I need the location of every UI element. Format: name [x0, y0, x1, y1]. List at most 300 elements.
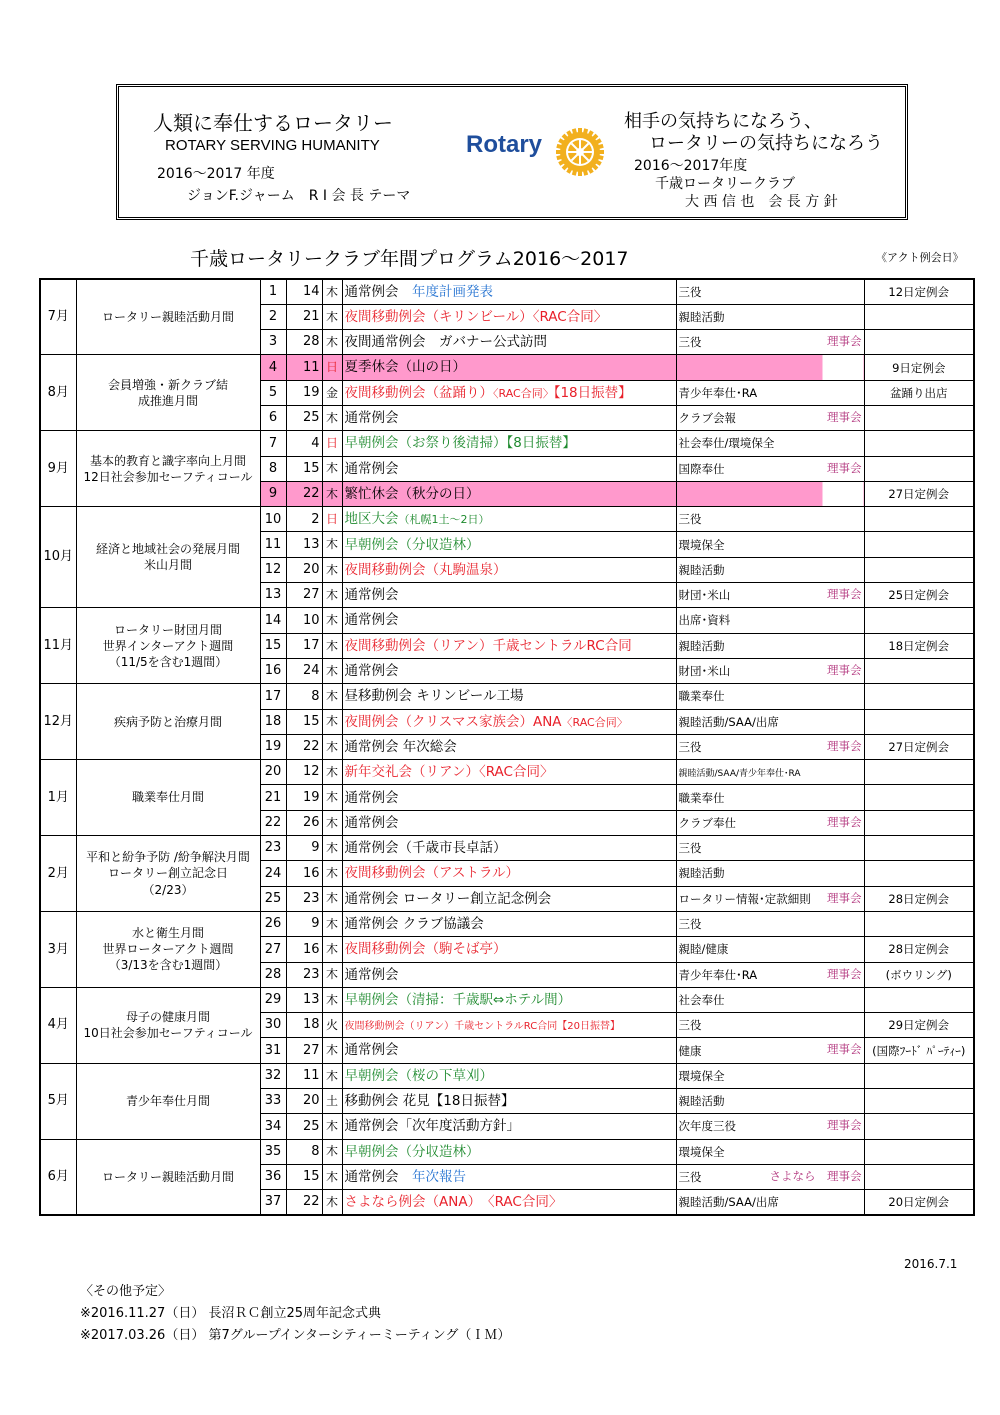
- meeting-event: [342, 583, 676, 608]
- meeting-weekday: 木: [322, 709, 342, 734]
- board-meeting-label: 理事会: [827, 966, 862, 981]
- meeting-event: [342, 1114, 676, 1139]
- act-meeting-cell: [864, 456, 974, 481]
- meeting-event: [342, 507, 676, 532]
- responsible-committee: [676, 937, 864, 962]
- act-meeting-cell: [864, 785, 974, 810]
- meeting-date: 27: [286, 1038, 322, 1063]
- committee-text: 親睦活動: [678, 562, 725, 577]
- header-right-club: 千歳ロータリークラブ: [655, 176, 795, 192]
- month-theme-line: 疾病予防と治療月間: [113, 714, 222, 729]
- month-theme-line: 水と衛生月間: [131, 926, 204, 941]
- meeting-date: 20: [286, 1089, 322, 1114]
- act-meeting-cell: [864, 987, 974, 1012]
- meeting-date: 22: [286, 734, 322, 759]
- meeting-date: 11: [286, 1063, 322, 1088]
- responsible-committee: [676, 1139, 864, 1164]
- committee-text: 財団･米山: [678, 664, 731, 679]
- meeting-event: [342, 987, 676, 1012]
- schedule-row: [40, 911, 974, 936]
- committee-text: 環境保全: [678, 537, 725, 552]
- board-meeting-label: 理事会: [827, 587, 862, 602]
- act-meeting-cell: (ボウリング): [864, 962, 974, 987]
- meeting-date: 2: [286, 507, 322, 532]
- board-meeting-label: 理事会: [827, 1118, 862, 1133]
- meeting-number: 25: [260, 886, 286, 911]
- header-right-president: 大 西 信 也 会 長 方 針: [685, 194, 838, 210]
- month-cell: 12月: [40, 684, 76, 760]
- meeting-number: 34: [260, 1114, 286, 1139]
- board-meeting-label: 理事会: [827, 460, 862, 475]
- meeting-event: [342, 1013, 676, 1038]
- responsible-committee: [676, 760, 864, 785]
- event-text: 早朝例会（分収造林）: [344, 1143, 480, 1160]
- month-cell: 10月: [40, 507, 76, 608]
- meeting-weekday: 木: [322, 304, 342, 329]
- meeting-weekday: 木: [322, 886, 342, 911]
- meeting-weekday: 木: [322, 633, 342, 658]
- act-meeting-cell: 27日定例会: [864, 734, 974, 759]
- committee-text: 親睦活動: [678, 866, 725, 881]
- meeting-date: 28: [286, 330, 322, 355]
- responsible-committee: [676, 861, 864, 886]
- meeting-date: 14: [286, 279, 322, 304]
- act-meeting-cell: 20日定例会: [864, 1190, 974, 1215]
- meeting-number: 22: [260, 810, 286, 835]
- meeting-number: 13: [260, 583, 286, 608]
- act-meeting-cell: [864, 608, 974, 633]
- meeting-weekday: 木: [322, 810, 342, 835]
- committee-text: 社会奉仕/環境保全: [678, 436, 775, 451]
- event-text: 繁忙休会（秋分の日）: [344, 485, 480, 502]
- meeting-number: 10: [260, 507, 286, 532]
- meeting-weekday: 日: [322, 431, 342, 456]
- month-theme-cell: [76, 760, 260, 836]
- meeting-event: [342, 405, 676, 430]
- act-meeting-cell: 18日定例会: [864, 633, 974, 658]
- meeting-weekday: 木: [322, 962, 342, 987]
- act-meeting-cell: 27日定例会: [864, 481, 974, 506]
- document-title: 千歳ロータリークラブ年間プログラム2016～2017: [190, 248, 629, 270]
- meeting-number: 17: [260, 684, 286, 709]
- schedule-row: [40, 1063, 974, 1088]
- responsible-committee: [676, 1164, 864, 1189]
- meeting-weekday: 木: [322, 734, 342, 759]
- committee-text: 親睦/健康: [678, 942, 729, 957]
- schedule-row: [40, 684, 974, 709]
- meeting-number: 26: [260, 911, 286, 936]
- event-text: 早朝例会（お祭り後清掃）【8日振替】: [344, 435, 576, 452]
- act-meeting-cell: [864, 760, 974, 785]
- meeting-date: 9: [286, 836, 322, 861]
- board-meeting-label: 理事会: [827, 334, 862, 349]
- event-text: 通常例会: [344, 587, 399, 604]
- act-meeting-cell: [864, 1114, 974, 1139]
- meeting-event: [342, 861, 676, 886]
- responsible-committee: [676, 886, 864, 911]
- act-meeting-cell: [864, 709, 974, 734]
- month-cell: 7月: [40, 279, 76, 355]
- event-text: 年度計画発表: [412, 283, 493, 300]
- schedule-row: [40, 836, 974, 861]
- responsible-committee: [676, 836, 864, 861]
- schedule-row: [40, 279, 974, 304]
- month-theme-line: ロータリー創立記念日: [107, 866, 228, 881]
- month-theme-line: 基本的教育と識字率向上月間: [89, 453, 246, 468]
- responsible-committee: [676, 507, 864, 532]
- schedule-row: [40, 507, 974, 532]
- meeting-event: [342, 911, 676, 936]
- event-text: 〈RAC合同〉: [493, 386, 554, 400]
- meeting-date: 17: [286, 633, 322, 658]
- month-theme-line: 平和と紛争予防 /紛争解決月間: [86, 850, 250, 865]
- event-text: 夜間移動例会（アストラル）: [344, 865, 520, 882]
- responsible-committee: [676, 304, 864, 329]
- rotary-logo-text: Rotary: [466, 131, 543, 158]
- meeting-event: [342, 709, 676, 734]
- meeting-number: 35: [260, 1139, 286, 1164]
- responsible-committee: [676, 481, 864, 506]
- board-meeting-label: 理事会: [827, 409, 862, 424]
- act-meeting-cell: 9日定例会: [864, 355, 974, 380]
- meeting-number: 20: [260, 760, 286, 785]
- meeting-number: 8: [260, 456, 286, 481]
- act-meeting-cell: [864, 911, 974, 936]
- act-meeting-cell: [864, 557, 974, 582]
- committee-text: クラブ奉仕: [678, 815, 736, 830]
- meeting-event: [342, 1089, 676, 1114]
- responsible-committee: [676, 608, 864, 633]
- meeting-date: 15: [286, 709, 322, 734]
- event-text: 夜間移動例会（駒そば亭）: [344, 941, 507, 958]
- responsible-committee: [676, 532, 864, 557]
- meeting-date: 22: [286, 1190, 322, 1215]
- committee-text: 三役: [678, 1018, 702, 1033]
- event-text: 通常例会 年次総会: [344, 738, 457, 755]
- responsible-committee: [676, 734, 864, 759]
- act-meeting-cell: [864, 431, 974, 456]
- committee-text: 国際奉仕: [678, 461, 725, 476]
- month-theme-line: 会員増強・新クラブ結: [107, 377, 228, 392]
- responsible-committee: [676, 330, 864, 355]
- month-theme-line: 母子の健康月間: [125, 1010, 210, 1025]
- meeting-date: 19: [286, 785, 322, 810]
- meeting-weekday: 金: [322, 380, 342, 405]
- month-theme-line: 職業奉仕月間: [131, 790, 204, 805]
- meeting-date: 21: [286, 304, 322, 329]
- month-theme-line: （2/23）: [142, 882, 194, 897]
- month-cell: 6月: [40, 1139, 76, 1215]
- event-text: 地区大会: [344, 511, 399, 528]
- act-meeting-cell: [864, 1089, 974, 1114]
- act-meeting-cell: [864, 330, 974, 355]
- meeting-event: [342, 1190, 676, 1215]
- event-text: 通常例会: [344, 612, 399, 629]
- committee-text: 環境保全: [678, 1068, 725, 1083]
- meeting-weekday: 木: [322, 1164, 342, 1189]
- meeting-date: 15: [286, 1164, 322, 1189]
- header-left-year: 2016～2017 年度: [157, 166, 275, 182]
- meeting-event: [342, 633, 676, 658]
- meeting-date: 10: [286, 608, 322, 633]
- board-meeting-label: 理事会: [827, 890, 862, 905]
- act-meeting-cell: [864, 507, 974, 532]
- event-text: 〈RAC合同〉: [561, 715, 628, 729]
- meeting-date: 16: [286, 937, 322, 962]
- month-cell: 11月: [40, 608, 76, 684]
- event-text: 通常例会: [344, 1042, 399, 1059]
- act-meeting-cell: [864, 1063, 974, 1088]
- meeting-number: 28: [260, 962, 286, 987]
- meeting-weekday: 木: [322, 330, 342, 355]
- committee-text: 職業奉仕: [678, 790, 725, 805]
- meeting-event: [342, 279, 676, 304]
- meeting-number: 19: [260, 734, 286, 759]
- event-text: 昼移動例会 キリンビール工場: [344, 688, 524, 705]
- meeting-weekday: 木: [322, 1114, 342, 1139]
- meeting-number: 14: [260, 608, 286, 633]
- committee-text: 三役: [678, 512, 702, 527]
- meeting-event: [342, 1038, 676, 1063]
- meeting-event: [342, 1139, 676, 1164]
- meeting-weekday: 木: [322, 785, 342, 810]
- responsible-committee: [676, 583, 864, 608]
- board-meeting-label: 理事会: [827, 738, 862, 753]
- responsible-committee: [676, 557, 864, 582]
- meeting-weekday: 木: [322, 608, 342, 633]
- act-meeting-cell: [864, 532, 974, 557]
- meeting-event: [342, 355, 676, 380]
- month-theme-line: ロータリー親睦活動月間: [101, 310, 234, 325]
- meeting-weekday: 木: [322, 911, 342, 936]
- responsible-committee: [676, 1190, 864, 1215]
- month-cell: 3月: [40, 911, 76, 987]
- event-text: 新年交礼会（リアン）〈RAC合同〉: [344, 764, 554, 781]
- meeting-event: [342, 684, 676, 709]
- committee-text: 親睦活動: [678, 309, 725, 324]
- committee-text: 出席･資料: [678, 613, 731, 628]
- responsible-committee: [676, 355, 864, 380]
- act-meeting-cell: [864, 658, 974, 683]
- meeting-number: 27: [260, 937, 286, 962]
- meeting-weekday: 木: [322, 405, 342, 430]
- meeting-event: [342, 330, 676, 355]
- meeting-weekday: 木: [322, 1063, 342, 1088]
- month-theme-cell: [76, 608, 260, 684]
- meeting-event: [342, 557, 676, 582]
- meeting-event: [342, 304, 676, 329]
- month-theme-line: （3/13を含む1週間）: [108, 958, 228, 973]
- committee-text: 三役: [678, 335, 702, 350]
- meeting-date: 15: [286, 456, 322, 481]
- event-text: 夜間移動例会（リアン）千歳セントラルRC合同: [344, 637, 632, 654]
- meeting-number: 6: [260, 405, 286, 430]
- schedule-row: [40, 608, 974, 633]
- act-meeting-cell: [864, 684, 974, 709]
- meeting-event: [342, 532, 676, 557]
- meeting-date: 9: [286, 911, 322, 936]
- meeting-number: 4: [260, 355, 286, 380]
- meeting-event: [342, 481, 676, 506]
- meeting-event: [342, 1164, 676, 1189]
- month-theme-cell: [76, 355, 260, 431]
- month-theme-line: 青少年奉仕月間: [125, 1094, 210, 1109]
- meeting-weekday: 木: [322, 987, 342, 1012]
- month-theme-cell: [76, 1063, 260, 1139]
- month-theme-line: 世界インターアクト週間: [102, 638, 234, 653]
- committee-text: 健康: [678, 1043, 702, 1058]
- responsible-committee: [676, 1013, 864, 1038]
- meeting-weekday: 土: [322, 1089, 342, 1114]
- meeting-weekday: 木: [322, 279, 342, 304]
- meeting-event: [342, 836, 676, 861]
- responsible-committee: [676, 810, 864, 835]
- event-text: 通常例会 クラブ協議会: [344, 915, 484, 932]
- committee-text: 親睦活動/SAA/青少年奉仕･RA: [678, 768, 801, 779]
- meeting-number: 33: [260, 1089, 286, 1114]
- meeting-weekday: 木: [322, 836, 342, 861]
- responsible-committee: [676, 1089, 864, 1114]
- month-theme-line: ロータリー親睦活動月間: [101, 1169, 234, 1184]
- act-meeting-cell: [864, 810, 974, 835]
- meeting-event: [342, 380, 676, 405]
- meeting-event: [342, 734, 676, 759]
- meeting-date: 20: [286, 557, 322, 582]
- meeting-date: 11: [286, 355, 322, 380]
- event-text: 【18日振替】: [553, 384, 632, 401]
- act-meeting-cell: [864, 836, 974, 861]
- board-meeting-label: 理事会: [827, 662, 862, 677]
- meeting-weekday: 木: [322, 658, 342, 683]
- event-text: 通常例会: [344, 410, 399, 427]
- responsible-committee: [676, 279, 864, 304]
- event-text: 年次報告: [412, 1168, 466, 1185]
- month-theme-line: 12日社会参加セーフティコール: [83, 469, 253, 484]
- event-text: 通常例会（千歳市長卓話）: [344, 840, 507, 857]
- responsible-committee: [676, 684, 864, 709]
- meeting-date: 25: [286, 405, 322, 430]
- meeting-number: 12: [260, 557, 286, 582]
- meeting-event: [342, 760, 676, 785]
- meeting-date: 8: [286, 684, 322, 709]
- month-cell: 1月: [40, 760, 76, 836]
- event-text: 早朝例会（桜の下草刈）: [344, 1067, 493, 1084]
- meeting-event: [342, 785, 676, 810]
- committee-text: 親睦活動: [678, 638, 725, 653]
- header-right-year: 2016～2017年度: [634, 158, 748, 174]
- event-text: 通常例会: [344, 1168, 412, 1185]
- header-box: [116, 84, 908, 220]
- meeting-weekday: 木: [322, 684, 342, 709]
- committee-text: 親睦活動: [678, 1094, 725, 1109]
- committee-text: 三役: [678, 739, 702, 754]
- meeting-date: 27: [286, 583, 322, 608]
- committee-text: クラブ会報: [678, 411, 736, 426]
- month-theme-line: （11/5を含む1週間）: [108, 654, 228, 669]
- meeting-weekday: 日: [322, 507, 342, 532]
- meeting-weekday: 木: [322, 937, 342, 962]
- month-theme-cell: [76, 507, 260, 608]
- committee-text: 三役: [678, 917, 702, 932]
- committee-text: 親睦活動/SAA/出席: [678, 1195, 779, 1210]
- meeting-event: [342, 456, 676, 481]
- act-meeting-cell: 28日定例会: [864, 886, 974, 911]
- meeting-date: 24: [286, 658, 322, 683]
- schedule-table: [39, 278, 975, 1216]
- month-theme-cell: [76, 836, 260, 912]
- meeting-date: 16: [286, 861, 322, 886]
- event-text: 通常例会: [344, 460, 399, 477]
- month-theme-cell: [76, 684, 260, 760]
- event-text: 通常例会「次年度活動方針」: [344, 1118, 520, 1135]
- meeting-date: 23: [286, 886, 322, 911]
- header-right-line2: ロータリーの気持ちになろう: [649, 133, 883, 154]
- committee-text: 職業奉仕: [678, 689, 725, 704]
- meeting-number: 32: [260, 1063, 286, 1088]
- schedule-row: [40, 355, 974, 380]
- meeting-number: 36: [260, 1164, 286, 1189]
- meeting-event: [342, 431, 676, 456]
- act-meeting-cell: 12日定例会: [864, 279, 974, 304]
- meeting-number: 11: [260, 532, 286, 557]
- meeting-number: 29: [260, 987, 286, 1012]
- meeting-event: [342, 886, 676, 911]
- header-right-line1: 相手の気持ちになろう、: [624, 111, 822, 132]
- committee-text: 財団･米山: [678, 588, 731, 603]
- committee-text: 青少年奉仕･RA: [678, 967, 758, 982]
- meeting-number: 23: [260, 836, 286, 861]
- responsible-committee: [676, 456, 864, 481]
- meeting-number: 2: [260, 304, 286, 329]
- meeting-date: 18: [286, 1013, 322, 1038]
- act-meeting-note: 《アクト例会日》: [876, 251, 964, 264]
- responsible-committee: [676, 405, 864, 430]
- schedule-row: [40, 760, 974, 785]
- responsible-committee: [676, 658, 864, 683]
- committee-text: 環境保全: [678, 1144, 725, 1159]
- event-text: 移動例会 花見【18日振替】: [344, 1093, 515, 1110]
- responsible-committee: [676, 911, 864, 936]
- meeting-number: 1: [260, 279, 286, 304]
- other-schedule-item: ※2016.11.27（日） 長沼ＲＣ創立25周年記念式典: [80, 1306, 381, 1321]
- meeting-date: 8: [286, 1139, 322, 1164]
- responsible-committee: [676, 785, 864, 810]
- month-theme-line: 世界ローターアクト週間: [102, 942, 234, 957]
- meeting-date: 13: [286, 987, 322, 1012]
- board-meeting-label: さよなら 理事会: [769, 1168, 862, 1183]
- responsible-committee: [676, 431, 864, 456]
- other-schedule-item: ※2017.03.26（日） 第7グループインターシティーミーティング（ＩＭ）: [80, 1328, 511, 1343]
- meeting-weekday: 木: [322, 1190, 342, 1215]
- committee-text: 三役: [678, 1170, 702, 1184]
- act-meeting-cell: (国際ﾌｰﾄﾞ ﾊﾟｰﾃｨｰ): [864, 1038, 974, 1063]
- event-text: （札幌1土～2日）: [398, 513, 490, 527]
- month-theme-line: 米山月間: [143, 558, 192, 573]
- meeting-event: [342, 962, 676, 987]
- month-theme-line: ロータリー財団月間: [113, 622, 222, 637]
- event-text: 早朝例会（清掃：千歳駅⇔ホテル間）: [344, 991, 572, 1008]
- month-theme-cell: [76, 279, 260, 355]
- act-meeting-cell: [864, 405, 974, 430]
- meeting-date: 4: [286, 431, 322, 456]
- responsible-committee: [676, 709, 864, 734]
- header-left-jp: 人類に奉仕するロータリー: [153, 111, 393, 135]
- act-meeting-cell: 29日定例会: [864, 1013, 974, 1038]
- month-theme-cell: [76, 911, 260, 987]
- board-meeting-label: 理事会: [827, 814, 862, 829]
- event-text: 夜間移動例会（キリンビール）〈RAC合同〉: [344, 308, 608, 325]
- event-text: 夜間移動例会（盆踊り）: [344, 384, 493, 401]
